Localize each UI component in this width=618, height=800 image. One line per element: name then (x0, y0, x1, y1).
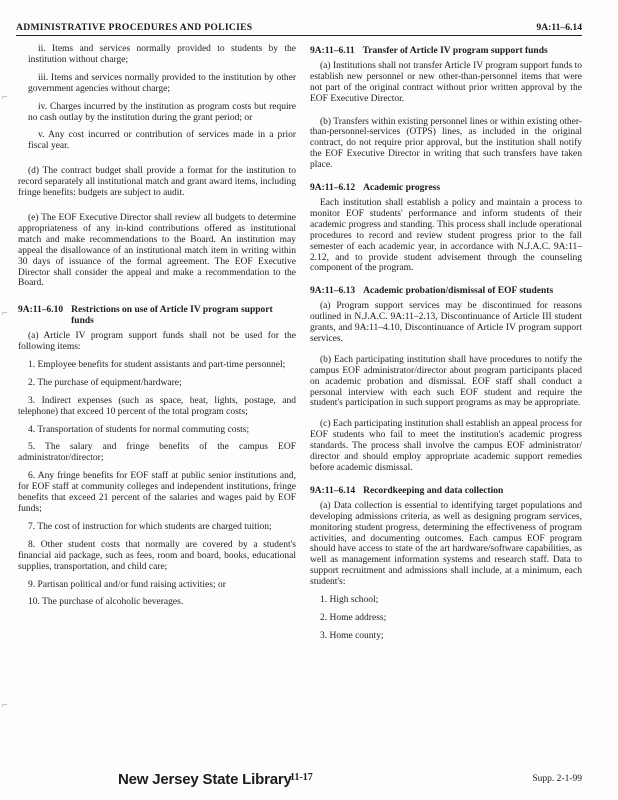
section-title: Restrictions on use of Article IV program support funds (71, 305, 273, 327)
right-column (310, 44, 582, 649)
section-title: Academic progress (363, 183, 441, 194)
list-item: 3. Home county; (320, 630, 384, 641)
section-number: 9A:11–6.12 (310, 183, 356, 194)
list-item: 4. Transportation of students for normal commuting costs; (28, 424, 250, 435)
list-item: 7. The cost of instruction for which students are charged tuition; (28, 521, 272, 532)
section-title: Recordkeeping and data collection (363, 485, 504, 496)
header-section-ref: 9A:11–6.14 (536, 22, 582, 33)
list-item: 9. Partisan political and/or fund raising activities; or (28, 579, 226, 590)
section-heading (310, 486, 582, 497)
page-number: 11-17 (290, 772, 313, 783)
list-item: 1. Employee benefits for student assistants and part-time personnel; (28, 359, 286, 370)
paragraph: iii. Items and services normally provided to the institution by other government agencies without charge; (28, 72, 296, 94)
supplement-date: Supp. 2-1-99 (532, 774, 582, 784)
paragraph: (a) Data collection is essential to identifying target populations and developing admissions criteria, as well as designing program services, monitoring student progress, determining the effectiveness of program activities, and documenting outcomes. Each campus EOF program should have access to state of the art hardware/software capabilities, as well as management information systems and research staff. Data to support recruitment and admissions shall include, at a minimum, each student's: (310, 500, 582, 588)
paragraph: (e) The EOF Executive Director shall review all budgets to determine appropriateness of any in-kind contributions offered as institutional match and make recommendations to the Board. An institution may appeal the disallowance of an institutional match item in writing within 30 days of issuance of the formal agreement. The EOF Executive Director shall consider the appeal and make a recommendation to the Board. (18, 212, 296, 289)
margin-mark: ⌐ (2, 92, 8, 103)
section-heading (310, 286, 582, 297)
paragraph: (b) Each participating institution shall have procedures to notify the campus EOF administrator/director about program participants placed on academic probation and dismissal. EOF staff shall conduct a personal interview with each such EOF student and require the student's participation in such support programs as may be appropriate. (310, 354, 582, 409)
paragraph: (a) Article IV program support funds shall not be used for the following items: (18, 331, 296, 353)
section-heading (310, 46, 582, 57)
list-item: 8. Other student costs that normally are covered by a student's financial aid package, such as fees, room and board, books, educational supplies, transportation, and child care; (18, 539, 296, 572)
paragraph: ii. Items and services normally provided to students by the institution without charge; (28, 44, 296, 65)
left-column (18, 44, 296, 615)
header-title: ADMINISTRATIVE PROCEDURES AND POLICIES (16, 22, 253, 33)
list-item: 1. High school; (320, 595, 379, 606)
paragraph: (c) Each participating institution shall establish an appeal process for EOF students who fail to meet the institution's academic progress standards. The process shall involve the campus EOF administrator/ director and should employ appropriate academic support remedies before academic dismissal. (310, 419, 582, 473)
section-number: 9A:11–6.10 (18, 305, 64, 316)
section-number: 9A:11–6.14 (310, 485, 356, 496)
section-number: 9A:11–6.13 (310, 286, 356, 297)
section-title: Academic probation/dismissal of EOF students (363, 286, 554, 297)
list-item: 2. The purchase of equipment/hardware; (28, 377, 182, 388)
paragraph: (b) Transfers within existing personnel lines or within existing other-than-personnel-services (OTPS) lines, as included in the original contract, do not require prior approval, but the institution shall notify the EOF Executive Director in writing that such transfers have taken place. (310, 116, 582, 171)
list-item: 3. Indirect expenses (such as space, heat, lights, postage, and telephone) that exceed 10 percent of the total program costs; (18, 395, 296, 417)
paragraph: (a) Program support services may be discontinued for reasons outlined in N.J.A.C. 9A:11–2.13, Discontinuance of Article III student grants, and 9A:11–4.10, Discontinuance of Article IV program support services. (310, 301, 582, 344)
section-heading (18, 305, 296, 327)
paragraph: v. Any cost incurred or contribution of services made in a prior fiscal year. (28, 130, 296, 152)
list-item: 10. The purchase of alcoholic beverages. (28, 597, 184, 608)
library-stamp: New Jersey State Library (118, 771, 292, 788)
margin-mark: ⌐ (2, 700, 8, 711)
paragraph: Each institution shall establish a policy and maintain a process to monitor EOF students' performance and inform students of their academic progress and standing. This process shall include operational procedures to record and review student progress prior to the fall semester of each academic year, in accordance with N.J.A.C. 9A:11–2.12, and to provide student advisement through the counseling component of the program. (310, 197, 582, 274)
paragraph: iv. Charges incurred by the institution as program costs but require no cash outlay by the institution during the grant period; or (28, 101, 296, 123)
section-heading (310, 183, 582, 194)
list-item: 6. Any fringe benefits for EOF staff at public senior institutions and, for EOF staff at community colleges and independent institutions, fringe benefits that exceed 21 percent of the salaries and wages paid by EOF funds; (18, 471, 296, 514)
list-item: 2. Home address; (320, 612, 387, 623)
list-item: 5. The salary and fringe benefits of the campus EOF administrator/director; (18, 442, 296, 464)
running-header (16, 20, 582, 36)
paragraph: (d) The contract budget shall provide a format for the institution to record separately all institutional match and grant award items, including fringe benefits: budgets are subject to audit. (18, 166, 296, 199)
margin-mark: ⌐ (2, 308, 8, 319)
paragraph: (a) Institutions shall not transfer Article IV program support funds to establish new personnel or new other-than-personnel items that were not part of the original contract without prior written approval by the EOF Executive Director. (310, 60, 582, 104)
section-title: Transfer of Article IV program support funds (362, 46, 548, 56)
section-number: 9A:11–6.11 (310, 46, 355, 56)
